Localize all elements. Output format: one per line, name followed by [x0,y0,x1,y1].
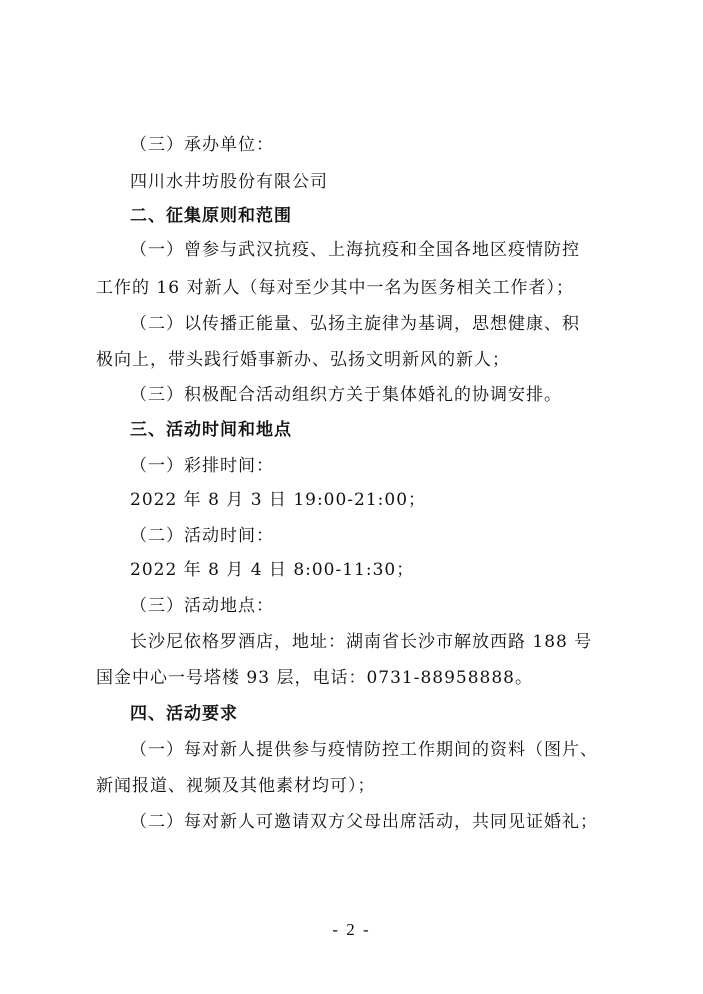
location-address: 长沙尼依格罗酒店，地址：湖南省长沙市解放西路 188 号 [130,632,593,652]
subsection-event-time-label: （二）活动时间： [130,526,274,546]
subsection-rehearsal-label: （一）彩排时间： [130,456,274,476]
page-number: - 2 - [332,920,371,939]
paragraph-line: 工作的 16 对新人（每对至少其中一名为医务相关工作者）； [96,278,574,298]
subsection-organizer-label: （三）承办单位： [130,135,274,155]
section-heading-principles: 二、征集原则和范围 [130,206,292,226]
organizer-company: 四川水井坊股份有限公司 [130,172,328,192]
paragraph-line: （三）积极配合活动组织方关于集体婚礼的协调安排。 [130,385,562,405]
paragraph-line: 极向上，带头践行婚事新办、弘扬文明新风的新人； [96,350,510,370]
event-time: 2022 年 8 月 4 日 8:00-11:30； [130,560,415,580]
paragraph-line: （一）每对新人提供参与疫情防控工作期间的资料（图片、 [130,740,598,760]
location-address-cont: 国金中心一号塔楼 93 层，电话：0731-88958888。 [96,668,533,688]
paragraph-line: （二）以传播正能量、弘扬主旋律为基调，思想健康、积 [130,314,580,334]
subsection-location-label: （三）活动地点： [130,596,274,616]
section-heading-requirements: 四、活动要求 [130,704,238,724]
paragraph-line: （二）每对新人可邀请双方父母出席活动，共同见证婚礼； [130,812,598,832]
rehearsal-time: 2022 年 8 月 3 日 19:00-21:00； [130,490,427,510]
paragraph-line: （一）曾参与武汉抗疫、上海抗疫和全国各地区疫情防控 [130,240,580,260]
section-heading-time-place: 三、活动时间和地点 [130,420,292,440]
paragraph-line: 新闻报道、视频及其他素材均可）； [96,776,376,796]
